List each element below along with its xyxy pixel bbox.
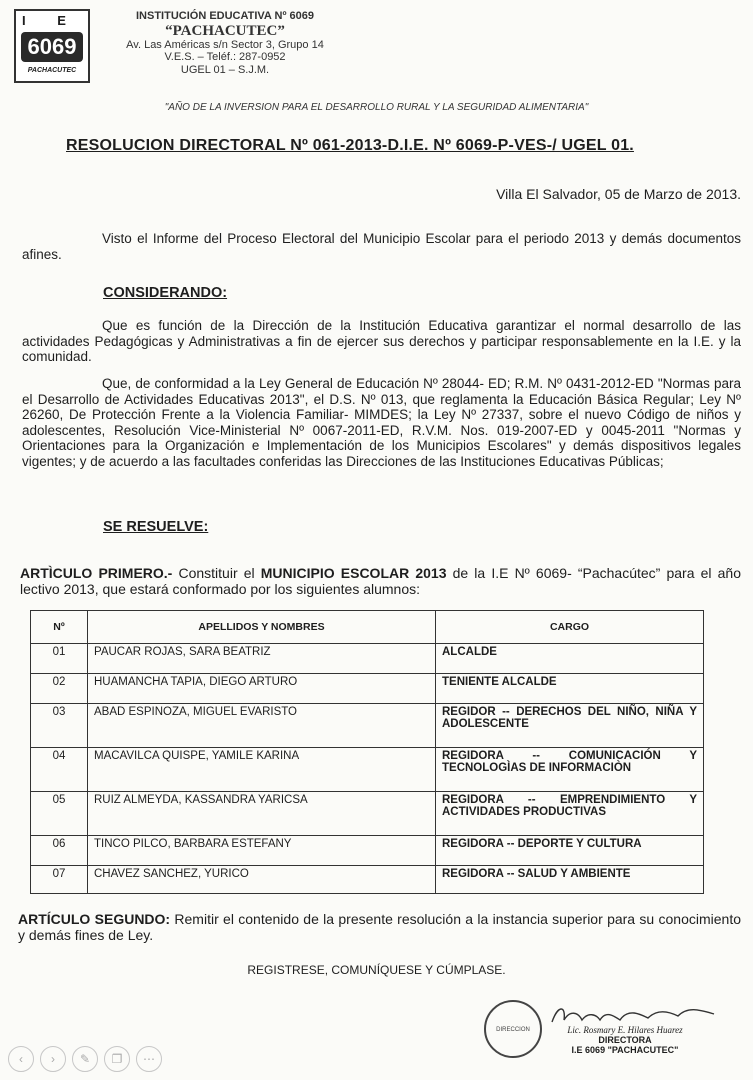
signer-institution: I.E 6069 "PACHACUTEC" — [571, 1045, 679, 1055]
articulo-primero-text-b: de la I.E Nº 6069- “Pachacútec” para el año lectivo 2013, que estará conformado por los siguientes alumnos: — [20, 565, 741, 597]
header-names: APELLIDOS Y NOMBRES — [88, 611, 436, 644]
row-name: CHAVEZ SANCHEZ, YURICO — [88, 866, 436, 894]
institution-address: Av. Las Américas s/n Sector 3, Grupo 14 — [126, 38, 324, 51]
row-number: 04 — [31, 748, 88, 792]
row-number: 01 — [31, 644, 88, 674]
articulo-segundo — [18, 912, 741, 943]
institution-ugel: UGEL 01 – S.J.M. — [180, 63, 270, 76]
official-stamp — [484, 1000, 542, 1058]
table-row — [31, 674, 704, 704]
logo-bottom-text: PACHACUTEC — [27, 67, 77, 74]
row-cargo: REGIDORA -- EMPRENDIMIENTO Y ACTIVIDADES PRODUCTIVAS — [436, 792, 704, 836]
edit-icon[interactable]: ✎ — [72, 1046, 98, 1072]
row-name: RUIZ ALMEYDA, KASSANDRA YARICSA — [88, 792, 436, 836]
row-cargo: REGIDORA -- COMUNICACIÓN Y TECNOLOGÌAS DE INFORMACIÒN — [436, 748, 704, 792]
row-cargo: ALCALDE — [436, 644, 704, 674]
articulo-primero — [20, 566, 741, 597]
row-name: TINCO PILCO, BARBARA ESTEFANY — [88, 836, 436, 866]
resuelve-heading: SE RESUELVE: — [103, 519, 209, 535]
next-page-icon[interactable]: › — [40, 1046, 66, 1072]
considerando-paragraph-1: Que es función de la Dirección de la Institución Educativa garantizar el normal desarrollo de las actividades Pedagógicas y Administrativas a fin de ejercer sus derechos y participar responsablemente en la I.E. y la comunidad. — [22, 318, 741, 364]
articulo-primero-bold: MUNICIPIO ESCOLAR 2013 — [260, 565, 447, 581]
table-header-row — [31, 611, 704, 644]
considerando-heading: CONSIDERANDO: — [103, 285, 228, 301]
institution-nickname: “PACHACUTEC” — [165, 22, 285, 39]
institution-name: INSTITUCIÓN EDUCATIVA Nº 6069 — [135, 10, 314, 22]
header-cargo: CARGO — [436, 611, 704, 644]
row-number: 07 — [31, 866, 88, 894]
institution-phone: V.E.S. – Teléf.: 287-0952 — [164, 51, 286, 63]
row-name: HUAMANCHA TAPIA, DIEGO ARTURO — [88, 674, 436, 704]
visto-paragraph: Visto el Informe del Proceso Electoral del Municipio Escolar para el periodo 2013 y demás documentos afines. — [22, 231, 741, 262]
row-name: PAUCAR ROJAS, SARA BEATRIZ — [88, 644, 436, 674]
table-row — [31, 644, 704, 674]
document-date: Villa El Salvador, 05 de Marzo de 2013. — [496, 186, 741, 202]
signer-title: DIRECTORA — [598, 1035, 652, 1045]
row-number: 05 — [31, 792, 88, 836]
row-cargo: TENIENTE ALCALDE — [436, 674, 704, 704]
row-number: 02 — [31, 674, 88, 704]
logo-number: 6069 — [21, 32, 83, 62]
school-logo — [14, 9, 90, 83]
more-options-icon[interactable]: ⋯ — [136, 1046, 162, 1072]
closing-formula: REGISTRESE, COMUNÍQUESE Y CÚMPLASE. — [247, 963, 506, 977]
signer-name: Lic. Rosmary E. Hilares Huarez — [567, 1025, 683, 1035]
articulo-primero-label: ARTÌCULO PRIMERO.- — [20, 565, 173, 581]
header-number: Nº — [31, 611, 88, 644]
articulo-segundo-label: ARTÍCULO SEGUNDO: — [18, 911, 171, 927]
table-row — [31, 792, 704, 836]
considerando-paragraph-2: Que, de conformidad a la Ley General de Educación Nº 28044- ED; R.M. Nº 0431-2012-ED "Normas para el Desarrollo de Actividades Educativas 2013", el D.S. Nº 013, que reglamenta la Educación Básica Regular; Ley Nº 26260, De Protección Frente a la Violencia Familiar- MIMDES; la Ley Nº 27337, sobre el nuevo Código de niños y adolescentes, Resolución Vice-Ministerial Nº 0067-2011-ED, R.V.M. Nos. 019-2007-ED y 0045-2011 "Normas y Orientaciones para la Organización e Implementación de los Municipios Escolares" y demás dispositivos legales vigentes; y de acuerdo a las facultades conferidas las Direcciones de las Instituciones Educativas Públicas; — [22, 376, 741, 469]
row-cargo: REGIDORA -- DEPORTE Y CULTURA — [436, 836, 704, 866]
row-number: 06 — [31, 836, 88, 866]
students-table — [30, 610, 704, 894]
viewer-toolbar — [8, 1046, 168, 1074]
articulo-segundo-text: Remitir el contenido de la presente resolución a la instancia superior para su conocimiento y demás fines de Ley. — [18, 911, 741, 943]
articulo-primero-text-a: Constituir el — [172, 565, 261, 581]
institution-header — [110, 10, 340, 76]
table-row — [31, 748, 704, 792]
previous-page-icon[interactable]: ‹ — [8, 1046, 34, 1072]
signer-block — [550, 1025, 700, 1055]
resolution-title: RESOLUCION DIRECTORAL Nº 061-2013-D.I.E. Nº 6069-P-VES-/ UGEL 01. — [66, 137, 634, 154]
row-cargo: REGIDORA -- SALUD Y AMBIENTE — [436, 866, 704, 894]
table-row — [31, 704, 704, 748]
row-number: 03 — [31, 704, 88, 748]
logo-ie-text: I E — [22, 13, 80, 28]
table-row — [31, 866, 704, 894]
year-motto: "AÑO DE LA INVERSION PARA EL DESARROLLO RURAL Y LA SEGURIDAD ALIMENTARIA" — [164, 102, 589, 113]
copy-icon[interactable]: ❐ — [104, 1046, 130, 1072]
row-name: MACAVILCA QUISPE, YAMILE KARINA — [88, 748, 436, 792]
table-row — [31, 836, 704, 866]
row-name: ABAD ESPINOZA, MIGUEL EVARISTO — [88, 704, 436, 748]
row-cargo: REGIDOR -- DERECHOS DEL NIÑO, NIÑA Y ADOLESCENTE — [436, 704, 704, 748]
stamp-text: DIRECCION — [496, 1027, 530, 1033]
